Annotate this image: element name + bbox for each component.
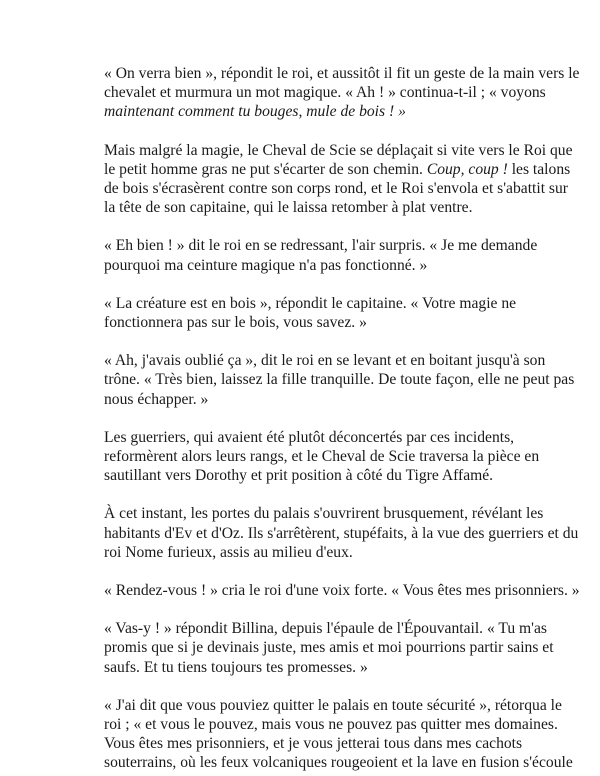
text-segment: sautillant vers Dorothy et prit position à côté du Tigre Affamé.: [104, 467, 494, 485]
text-line: [104, 294, 534, 313]
text-segment: « Eh bien ! » dit le roi en se redressant, l'air surpris. « Je me demande: [104, 237, 538, 255]
text-segment: la tête de son capitaine, qui le laissa retomber à plat ventre.: [104, 199, 473, 217]
text-line: [104, 619, 547, 638]
text-line: [104, 715, 558, 734]
text-segment: habitants d'Ev et d'Oz. Ils s'arrêtèrent, stupéfaits, à la vue des guerriers et du: [104, 524, 579, 542]
text-line: [104, 753, 573, 772]
text-line: [104, 256, 534, 275]
text-line: [104, 64, 580, 83]
text-line: [104, 351, 546, 370]
paragraph: [104, 141, 573, 218]
text-segment: « La créature est en bois », répondit le capitaine. « Votre magie ne: [104, 294, 517, 312]
paragraph: [104, 619, 554, 677]
text-line: [104, 236, 538, 255]
text-line: [104, 102, 534, 121]
text-line: [104, 504, 544, 523]
text-line: [104, 179, 568, 198]
text-segment: Les guerriers, qui avaient été plutôt déconcertés par ces incidents,: [104, 428, 515, 446]
text-line: [104, 447, 540, 466]
text-line: [104, 524, 579, 543]
text-line: [104, 466, 534, 485]
text-line: [104, 141, 573, 160]
text-segment: reformèrent alors leurs rangs, et le Cheval de Scie traversa la pièce en: [104, 448, 540, 466]
paragraph: [104, 294, 534, 332]
paragraph: [104, 236, 538, 274]
text-line: [104, 696, 562, 715]
paragraph: [104, 351, 575, 409]
text-body: [104, 64, 580, 773]
text-segment: nous échapper. »: [104, 390, 209, 408]
text-line: [104, 390, 534, 409]
text-segment: « J'ai dit que vous pouviez quitter le palais en toute sécurité », rétorqua le: [104, 696, 562, 714]
text-line: [104, 370, 575, 389]
text-line: [104, 83, 546, 102]
text-segment: pourquoi ma ceinture magique n'a pas fonctionné. »: [104, 256, 428, 274]
text-segment: roi Nome furieux, assis au milieu d'eux.: [104, 543, 353, 561]
italic-text: maintenant comment tu bouges, mule de bois ! »: [104, 103, 406, 121]
text-segment: « Vas-y ! » répondit Billina, depuis l'épaule de l'Épouvantail. « Tu m'as: [104, 620, 547, 638]
text-line: [104, 638, 554, 657]
text-segment: « On verra bien », répondit le roi, et aussitôt il fit un geste de la main vers le: [104, 65, 580, 82]
text-segment: les talons: [507, 160, 571, 178]
text-line: [104, 734, 534, 753]
paragraph: [104, 581, 580, 600]
paragraph: [104, 64, 580, 122]
text-segment: À cet instant, les portes du palais s'ouvrirent brusquement, révélant les: [104, 505, 544, 523]
text-segment: chevalet et murmura un mot magique. « Ah ! » continua-t-il ; « voyons: [104, 84, 546, 102]
text-segment: trône. « Très bien, laissez la fille tranquille. De toute façon, elle ne peut pas: [104, 371, 575, 389]
text-line: [104, 313, 534, 332]
text-segment: « Rendez-vous ! » cria le roi d'une voix forte. « Vous êtes mes prisonniers. »: [104, 582, 580, 600]
paragraph: [104, 428, 540, 486]
paragraph: [104, 696, 573, 773]
text-segment: « Ah, j'avais oublié ça », dit le roi en se levant et en boitant jusqu'à son: [104, 352, 546, 370]
text-segment: de bois s'écrasèrent contre son corps rond, et le Roi s'envola et s'abattit sur: [104, 180, 568, 198]
text-segment: le petit homme gras ne put s'écarter de son chemin.: [104, 160, 427, 178]
text-line: [104, 428, 534, 447]
text-segment: souterrains, où les feux volcaniques rougeoient et la lave en fusion s'écoule: [104, 754, 573, 772]
text-line: [104, 581, 580, 600]
text-segment: Vous êtes mes prisonniers, et je vous jetterai tous dans mes cachots: [104, 735, 523, 753]
text-segment: Mais malgré la magie, le Cheval de Scie se déplaçait si vite vers le Roi que: [104, 141, 573, 159]
text-segment: fonctionnera pas sur le bois, vous savez. »: [104, 314, 367, 332]
paragraph: [104, 504, 579, 562]
text-line: [104, 543, 534, 562]
text-line: [104, 198, 534, 217]
text-line: [104, 658, 534, 677]
text-segment: saufs. Et tu tiens toujours tes promesses. »: [104, 658, 368, 676]
text-segment: roi ; « et vous le pouvez, mais vous ne pouvez pas quitter mes domaines.: [104, 716, 558, 734]
text-line: [104, 160, 571, 179]
text-segment: promis que si je devinais juste, mes amis et moi pourrions partir sains et: [104, 639, 554, 657]
italic-text: Coup, coup !: [426, 160, 508, 178]
